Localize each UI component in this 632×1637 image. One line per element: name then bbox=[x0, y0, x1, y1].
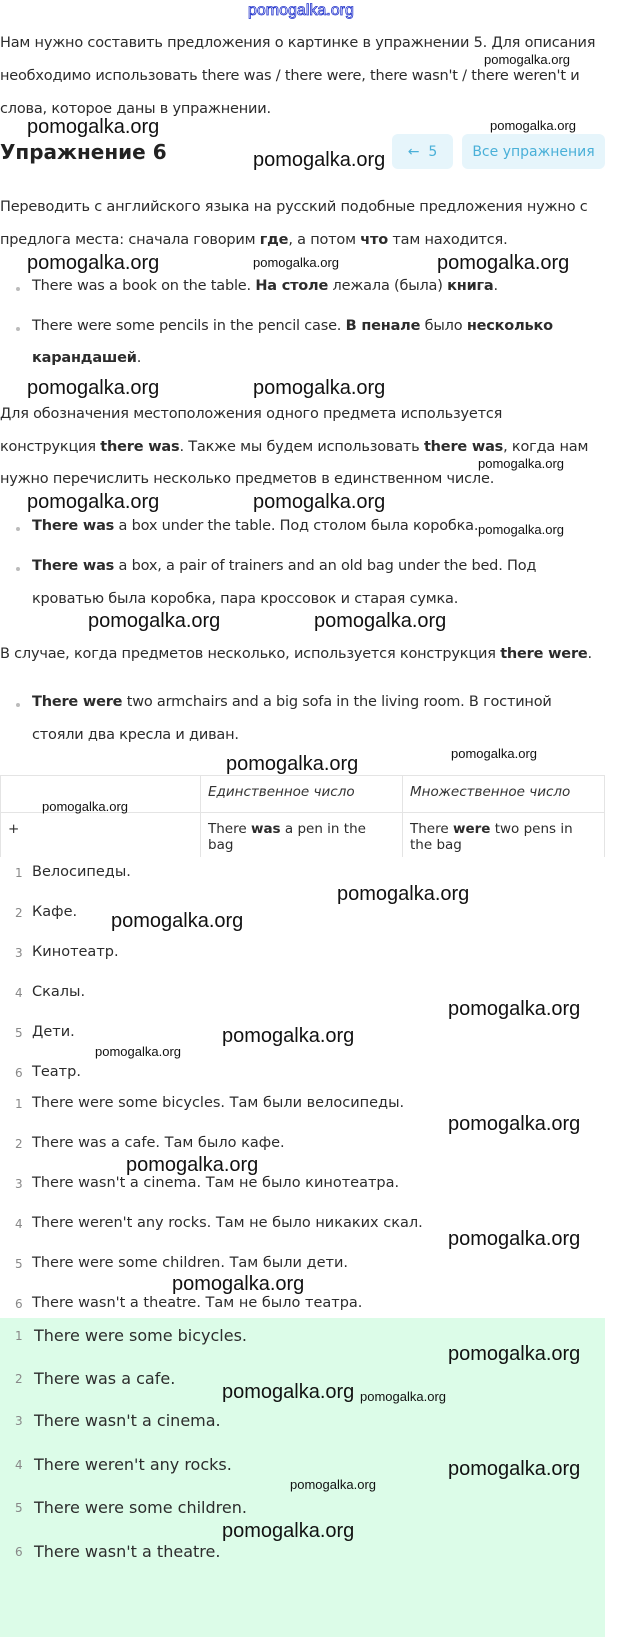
watermark: pomogalka.org bbox=[226, 753, 359, 775]
text-segment: a box, a pair of trainers and an old bag under the bed. Под bbox=[114, 558, 537, 574]
item-number: 1 bbox=[15, 1097, 23, 1111]
text-segment: конструкция bbox=[0, 439, 101, 455]
item-number: 6 bbox=[15, 1545, 23, 1559]
item-number: 4 bbox=[15, 1458, 23, 1472]
paragraph-line bbox=[0, 199, 588, 215]
text-segment: , когда нам bbox=[503, 439, 589, 455]
answer-box bbox=[0, 1318, 605, 1637]
watermark: pomogalka.org bbox=[126, 1154, 259, 1176]
list-item: Велосипеды. bbox=[32, 864, 131, 880]
watermark: pomogalka.org bbox=[253, 377, 386, 399]
watermark: pomogalka.org bbox=[484, 52, 570, 67]
text-segment: two armchairs and a big sofa in the living room. В гостиной bbox=[122, 694, 552, 710]
list-item: Скалы. bbox=[32, 984, 86, 1000]
answer-item: There wasn't a theatre. bbox=[34, 1542, 221, 1561]
table-cell bbox=[201, 813, 403, 862]
text-segment: a box under the table. Под столом была коробка. bbox=[114, 518, 479, 534]
answer-item: There weren't any rocks. bbox=[34, 1455, 232, 1474]
text: two pens in the bag bbox=[410, 821, 573, 853]
watermark: pomogalka.org bbox=[451, 746, 537, 761]
text-segment: несколько bbox=[466, 318, 553, 334]
intro-line: Нам нужно составить предложения о картинке в упражнении 5. Для описания bbox=[0, 35, 596, 51]
list-item-line bbox=[32, 518, 478, 534]
list-item: There wasn't a cinema. Там не было кинотеатра. bbox=[32, 1175, 400, 1191]
item-number: 3 bbox=[15, 1177, 23, 1191]
intro-line: слова, которое даны в упражнении. bbox=[0, 101, 271, 117]
table-header: Единственное число bbox=[201, 776, 403, 813]
text-segment: there was bbox=[100, 439, 180, 455]
item-number: 4 bbox=[15, 986, 23, 1000]
watermark: pomogalka.org bbox=[111, 910, 244, 932]
watermark: pomogalka.org bbox=[42, 799, 128, 814]
text-segment: There was bbox=[32, 558, 115, 574]
answer-item: There was a cafe. bbox=[34, 1369, 176, 1388]
watermark: pomogalka.org bbox=[222, 1025, 355, 1047]
text: There bbox=[208, 821, 251, 837]
table-cell: + bbox=[1, 813, 201, 862]
watermark: pomogalka.org bbox=[27, 377, 160, 399]
watermark: pomogalka.org bbox=[27, 116, 160, 138]
list-item-line bbox=[32, 318, 553, 334]
table-cell bbox=[403, 813, 605, 862]
text: a pen in the bag bbox=[208, 821, 366, 853]
table-row bbox=[1, 813, 605, 862]
item-number: 6 bbox=[15, 1066, 23, 1080]
list-item-line bbox=[32, 727, 239, 743]
watermark: pomogalka.org bbox=[478, 522, 564, 537]
list-item: There weren't any rocks. Там не было никаких скал. bbox=[32, 1215, 423, 1231]
list-item: Дети. bbox=[32, 1024, 75, 1040]
text-segment: стояли два кресла и диван. bbox=[32, 727, 239, 743]
text-segment: где bbox=[259, 232, 289, 248]
item-number: 2 bbox=[15, 1137, 23, 1151]
text-segment: кроватью была коробка, пара кроссовок и старая сумка. bbox=[32, 591, 459, 607]
list-item: There wasn't a theatre. Там не было театра. bbox=[32, 1295, 363, 1311]
text-segment: , а потом bbox=[288, 232, 361, 248]
text-segment: книга bbox=[447, 278, 494, 294]
watermark: pomogalka.org bbox=[95, 1044, 181, 1059]
answer-item: There were some children. bbox=[34, 1498, 247, 1517]
watermark: pomogalka.org bbox=[290, 1477, 376, 1492]
watermark-logo: pomogalka.org bbox=[248, 2, 354, 19]
text-segment: There were bbox=[32, 694, 123, 710]
bullet-icon bbox=[16, 327, 20, 331]
watermark: pomogalka.org bbox=[448, 1228, 581, 1250]
watermark: pomogalka.org bbox=[253, 491, 386, 513]
list-item-line bbox=[32, 591, 458, 607]
text-segment: there were bbox=[500, 646, 588, 662]
watermark: pomogalka.org bbox=[490, 118, 576, 133]
paragraph-line bbox=[0, 232, 508, 248]
item-number: 2 bbox=[15, 906, 23, 920]
text-segment: лежала (была) bbox=[328, 278, 448, 294]
text-segment: . Также мы будем использовать bbox=[179, 439, 424, 455]
item-number: 6 bbox=[15, 1297, 23, 1311]
text-segment: что bbox=[360, 232, 388, 248]
paragraph-line bbox=[0, 439, 588, 455]
text-segment: предлога места: сначала говорим bbox=[0, 232, 260, 248]
arrow-left-icon: ← bbox=[407, 143, 420, 160]
bullet-icon bbox=[16, 567, 20, 571]
watermark: pomogalka.org bbox=[222, 1381, 355, 1403]
watermark: pomogalka.org bbox=[448, 1113, 581, 1135]
item-number: 3 bbox=[15, 1414, 23, 1428]
list-item-line bbox=[32, 350, 141, 366]
watermark: pomogalka.org bbox=[478, 456, 564, 471]
bullet-icon bbox=[16, 703, 20, 707]
list-item: Театр. bbox=[32, 1064, 81, 1080]
text-segment: there was bbox=[423, 439, 504, 455]
paragraph-line bbox=[0, 406, 502, 422]
prev-exercise-label: 5 bbox=[428, 143, 438, 160]
text-segment: There were some pencils in the pencil case. bbox=[32, 318, 346, 334]
watermark: pomogalka.org bbox=[448, 998, 581, 1020]
item-number: 5 bbox=[15, 1501, 23, 1515]
text-segment: Переводить с английского языка на русский подобные предложения нужно с bbox=[0, 199, 588, 215]
text: were bbox=[452, 821, 491, 837]
watermark: pomogalka.org bbox=[314, 610, 447, 632]
answer-item: There were some bicycles. bbox=[34, 1326, 248, 1345]
list-item-line bbox=[32, 558, 536, 574]
item-number: 1 bbox=[15, 866, 23, 880]
table-header bbox=[1, 776, 201, 813]
text-segment: там находится. bbox=[387, 232, 508, 248]
item-number: 3 bbox=[15, 946, 23, 960]
item-number: 4 bbox=[15, 1217, 23, 1231]
list-item: There were some children. Там были дети. bbox=[32, 1255, 348, 1271]
item-number: 2 bbox=[15, 1372, 23, 1386]
list-item: There were some bicycles. Там были велосипеды. bbox=[32, 1095, 405, 1111]
watermark: pomogalka.org bbox=[222, 1520, 355, 1542]
list-item-line bbox=[32, 694, 552, 710]
watermark: pomogalka.org bbox=[360, 1389, 446, 1404]
watermark: pomogalka.org bbox=[27, 491, 160, 513]
text-segment: There was bbox=[32, 518, 115, 534]
item-number: 5 bbox=[15, 1257, 23, 1271]
text-segment: . bbox=[587, 646, 592, 662]
bullet-icon bbox=[16, 527, 20, 531]
watermark: pomogalka.org bbox=[172, 1273, 305, 1295]
bullet-icon bbox=[16, 287, 20, 291]
text-segment: нужно перечислить несколько предметов в единственном числе. bbox=[0, 471, 495, 487]
text-segment: . bbox=[493, 278, 498, 294]
paragraph-line bbox=[0, 646, 592, 662]
list-item-line bbox=[32, 278, 498, 294]
list-item: Кафе. bbox=[32, 904, 78, 920]
intro-line: необходимо использовать there was / there were, there wasn't / there weren't и bbox=[0, 68, 580, 84]
text-segment: было bbox=[420, 318, 467, 334]
watermark: pomogalka.org bbox=[253, 255, 339, 270]
watermark: pomogalka.org bbox=[88, 610, 221, 632]
list-item: Кинотеатр. bbox=[32, 944, 119, 960]
text-segment: Для обозначения местоположения одного предмета используется bbox=[0, 406, 503, 422]
page-title: Упражнение 6 bbox=[0, 140, 167, 164]
text-segment: На столе bbox=[255, 278, 329, 294]
watermark: pomogalka.org bbox=[437, 252, 570, 274]
text-segment: . bbox=[136, 350, 142, 366]
grammar-table bbox=[0, 775, 605, 862]
all-exercises-button[interactable]: Все упражнения bbox=[462, 134, 605, 169]
item-number: 1 bbox=[15, 1329, 23, 1343]
text: There bbox=[410, 821, 453, 837]
watermark: pomogalka.org bbox=[337, 883, 470, 905]
list-item: There was a cafe. Там было кафе. bbox=[32, 1135, 285, 1151]
prev-exercise-button[interactable] bbox=[392, 134, 453, 169]
paragraph-line bbox=[0, 471, 494, 487]
text: was bbox=[250, 821, 281, 837]
item-number: 5 bbox=[15, 1026, 23, 1040]
watermark: pomogalka.org bbox=[448, 1343, 581, 1365]
watermark: pomogalka.org bbox=[253, 149, 386, 171]
text-segment: карандашей bbox=[32, 350, 137, 366]
text-segment: В пенале bbox=[345, 318, 421, 334]
text-segment: В случае, когда предметов несколько, используется конструкция bbox=[0, 646, 501, 662]
table-header: Множественное число bbox=[403, 776, 605, 813]
watermark: pomogalka.org bbox=[448, 1458, 581, 1480]
watermark: pomogalka.org bbox=[27, 252, 160, 274]
text-segment: There was a book on the table. bbox=[32, 278, 256, 294]
answer-item: There wasn't a cinema. bbox=[34, 1411, 221, 1430]
